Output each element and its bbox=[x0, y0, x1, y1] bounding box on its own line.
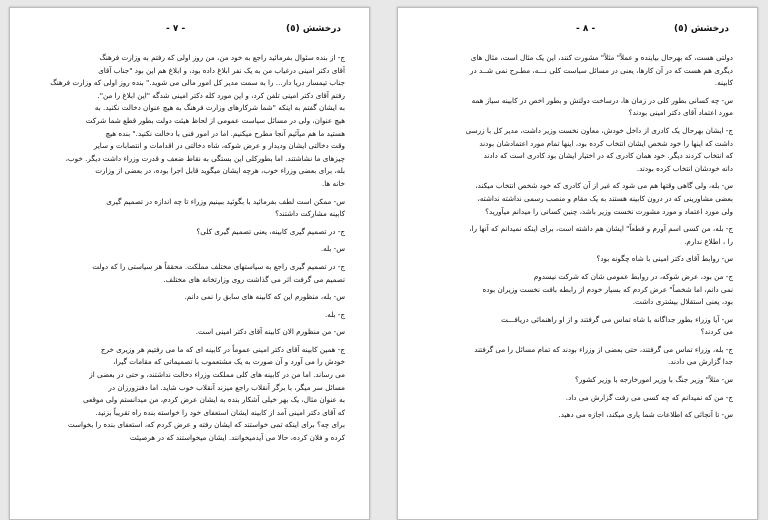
text-line: مورد اعتماد آقای دکتر امینی بودند؟ bbox=[628, 108, 733, 118]
text-line: به ایشان گفتم به اینکه "شما شرکارهای وزارت فرهنگ به هیچ عنوان دخالت نکنید. به bbox=[94, 103, 345, 113]
text-line: دولتی هست، که بهرحال بیاینده و عملاً" مثلاً" مشورت کنند، این یک مثال است، مثال های bbox=[470, 53, 733, 62]
text-line: س- آیا وزراء بطور جداگانه با شاه تماس می گرفتند و از او راهنمائی دریافـــت bbox=[501, 314, 733, 324]
text-line: ج- همین کابینه آقای دکتر امینی عموماً در کابینه ای که ما می رفتیم هر وزیری خرج bbox=[100, 344, 345, 354]
text-line: ج- در تصمیم گیری کابینه، یعنی تصمیم گیری کلی؟ bbox=[196, 226, 345, 236]
text-line: جناب تیمسار دریا دار... را به سمت مدیر کل امور مالی می شوید." بنده روز اولی که وزارت فرهنگ bbox=[50, 78, 345, 88]
text-line: کرده و فلان کرده، حالا می آیدمیخوانند. ایشان میخواستند که در هرصیئت bbox=[129, 433, 345, 443]
text-line: نمی دانم، اما شخصاً" عرض کردم که بسیار خودم از رابطه بافت نخست وزیران بوده bbox=[482, 284, 733, 294]
left-page bbox=[9, 7, 370, 520]
header-title: درخشش (٥) bbox=[673, 24, 729, 34]
text-line: بله، برای بعضی وزراء خوب، هرچه ایشان میگوید قابل اجرا بوده، در بعضی از وزارت bbox=[95, 166, 345, 176]
text-line: خانه ها. bbox=[321, 178, 345, 188]
text-line: س- روابط آقای دکتر امینی با شاه چگونه بود؟ bbox=[596, 254, 733, 264]
text-line: می رساند. اما من در کابینه های کلی مملکت وزراء دخالت نداشتند، و حتی در بعضی از bbox=[89, 370, 345, 380]
text-line: س- بله، ولی گاهی وقتها هم می شود که غیر از آن کادری که خود شخص انتخاب میکند، bbox=[475, 181, 733, 191]
text-line: بود، یعنی استقلال بیشتری داشت. bbox=[632, 297, 733, 307]
text-line: می کردند؟ bbox=[700, 327, 733, 337]
text-line: آقای دکتر امینی درغیاب من به یک نفر ابلاغ داده بود، و ابلاغ هم این بود "جناب آقای bbox=[98, 65, 345, 75]
right-page bbox=[397, 7, 758, 520]
text-line: مسائل سر میگر، با برگر آنقلاب راجع میزند آنقلاب خوب شاید. اما دفنزورزان در bbox=[108, 382, 345, 392]
text-line: داشت که اینها را خود شخص ایشان انتخاب کرده بود، اینها تمام مورد اعتمادشان بودند bbox=[479, 138, 733, 148]
text-line: س- بله. bbox=[320, 244, 345, 254]
text-line: که انتخاب کردند دیگر. خود همان کادری که در اختیار ایشان بود کادری است که دادند bbox=[483, 151, 733, 161]
page-number: - ٨ - bbox=[576, 24, 596, 34]
text-line: س- ممکن است لطف بفرمائید با بگوئید ببینیم وزراء تا چه اندازه در تصمیم گیری bbox=[106, 196, 345, 206]
text-line: ج- بله. bbox=[324, 309, 345, 319]
page-body bbox=[34, 52, 345, 445]
header-title: درخشش (٥) bbox=[285, 24, 341, 34]
page-header bbox=[38, 24, 341, 38]
text-line: ج- در تصمیم گیری راجع به سیاستهای مختلف مملکت. محققاً هر سیاستی را که دولت bbox=[92, 261, 345, 271]
text-line: خودش را می آورد و آن صورت به یک مشتعموب با تصمیماتی که مقامات گیرا، bbox=[113, 357, 345, 367]
text-line: کابینه. bbox=[714, 78, 733, 88]
text-line: تصمیم می گرفت اثر می گذاشت روی وزارتخانه های مختلف. bbox=[163, 274, 345, 284]
page-number: - ٧ - bbox=[166, 24, 186, 34]
text-line: هستید ما هم میآئیم آنجا مطرح میکنیم. اما در امور فنی با دخالت نکنید." بنده هیچ bbox=[105, 128, 345, 138]
text-line: هیچ عنوان، ولی در مسائل سیاست عمومی از لحاظ هیئت دولت بطور قطع شما شرکت bbox=[85, 115, 345, 125]
text-line: که آقای دکتر امینی آمد از کابینه ایشان استعفای خود را خواسته بنده راه تقریباً بزنید. bbox=[95, 407, 345, 417]
text-line: ج- بله، من کسی اسم آورم و قطعاً" ایشان هم داشته است، برای اینکه نمیدانم که آنها را، bbox=[469, 224, 733, 234]
text-line: ج- من بود، عرض شوکه، در روابط عمومی شان که شرکت نیسدوم bbox=[533, 271, 733, 281]
text-line: ج- ایشان بهرحال یک کادری از داخل خودش، معاون نخست وزیر داشت، مدیر کل با زرسی bbox=[465, 125, 733, 135]
text-line: وقت دخالتی ایشان ودیدار و عرض شوکه، شاه دخالتی در اقدامات و انتصابات و سایر bbox=[93, 141, 345, 151]
text-line: جدا گزارش می دادند. bbox=[668, 357, 733, 367]
text-line: برای چه؟ برای اینکه تمی خواستند که ایشان رفته و عرض کردم که، استعفای بنده را بخواست bbox=[67, 420, 345, 430]
text-line: رفتم آقای دکتر امینی تلفن کرد، و این مورد کله دکتر امینی شدگه "این ابلاغ را من". bbox=[97, 90, 345, 100]
text-line: ج- من که نمیدانم که چه کسی می رفت گزارش می داد. bbox=[565, 392, 733, 402]
text-line: س- مثلاً" وزیر جنگ با وزیر امورخارجه با وزیر کشور؟ bbox=[575, 375, 733, 385]
text-line: دیگری هم هست که در آن کارها، یعنی در مسائل سیاست کلی نـــه، مطـرح نمی شــد در bbox=[470, 65, 733, 75]
text-line: ج- از بنده سئوال بفرمائید راجع به خود من، من روز اولی که رفتم به وزارت فرهنگ bbox=[99, 53, 345, 62]
page-header bbox=[426, 24, 729, 38]
page-body bbox=[422, 52, 733, 422]
text-line: س- تا آنجائی که اطلاعات شما یاری میکند، اجازه می دهید. bbox=[558, 410, 733, 420]
text-line: ج- بله، وزراء تماس می گرفتند، حتی بعضی از وزراء بودند که تمام مسائل را می گرفتند bbox=[474, 344, 733, 354]
text-line: چیزهای ما نشاشتند. اما بطورکلی این بستگی به نقاط ضعف و قدرت وزراء داشت دیگر. خوب، bbox=[65, 153, 345, 163]
text-line: س- چه کسانی بطور کلی در زمان ها، درساخت دولتش و بطور اخص در کابینه سیاز همه bbox=[471, 95, 733, 105]
text-line: دانه خودشان انتخاب کرده بودند. bbox=[636, 163, 733, 173]
text-line: بعضی مشاورینی که در درون کابینه هستند به یک مقام و منصب رسمی نداشته نداشته، bbox=[477, 193, 733, 203]
text-line: س- بله، منظورم این که کابینه های سابق را نمی دانم. bbox=[184, 292, 345, 302]
text-line: ولی مورد اعتماد و مورد مشورت نخست وزیر باشد، چنین کسانی را میدانم میآورید؟ bbox=[485, 206, 733, 216]
text-line: کابینه مشارکت داشتند؟ bbox=[275, 209, 345, 219]
text-line: را ، اطلاع ندارم. bbox=[684, 236, 733, 246]
text-line: به عنوان مثال، یک بهر خیلی آشکار بنده به ایشان عرض کردم، من میدانستم ولی موقعی bbox=[83, 395, 345, 405]
text-line: س- من منظورم الان کابینه آقای دکتر امینی است. bbox=[195, 327, 345, 337]
